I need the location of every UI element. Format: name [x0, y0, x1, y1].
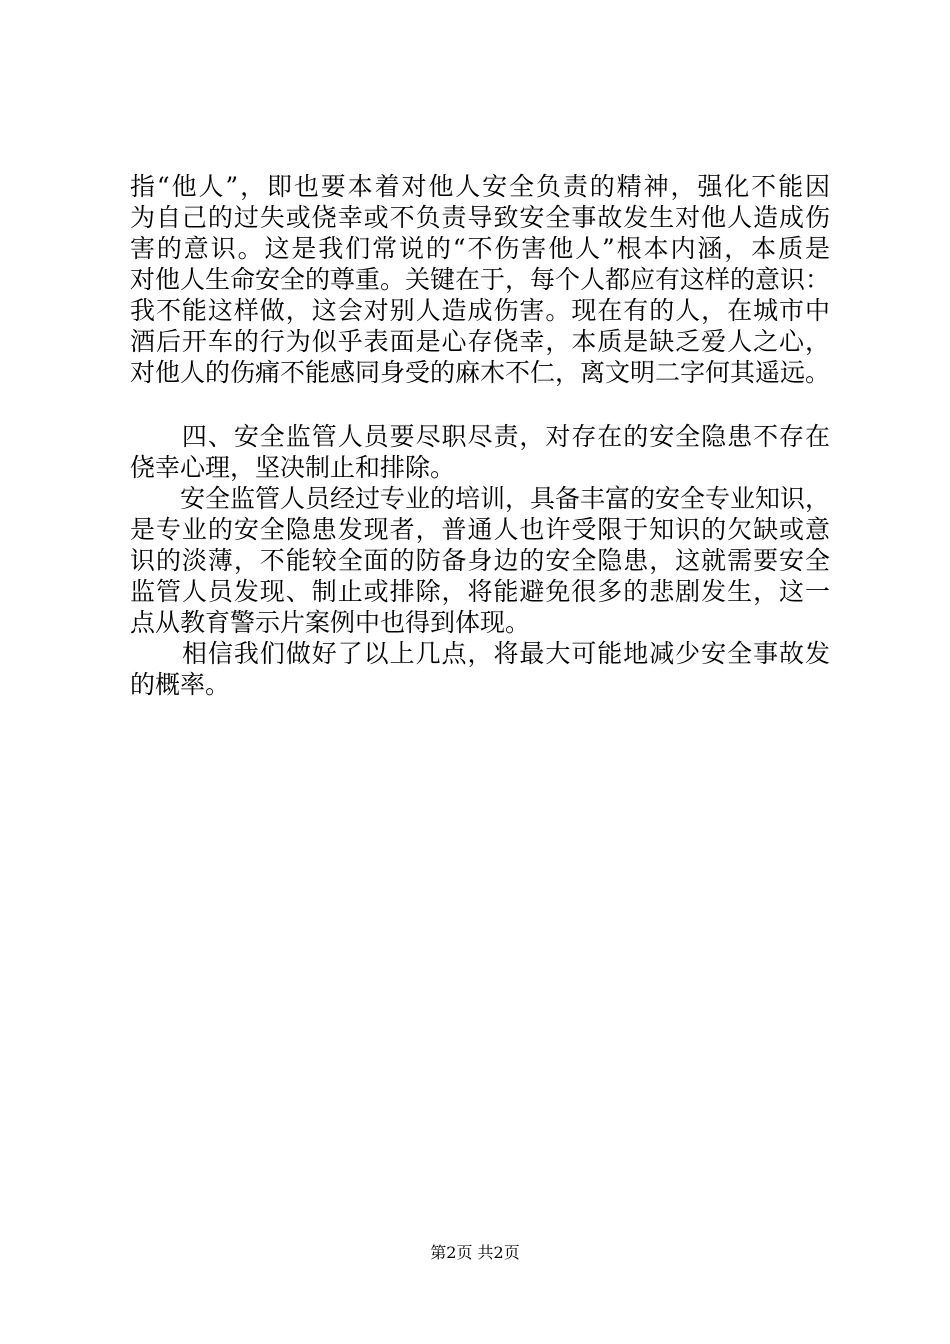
- text-line: 的概率。: [130, 670, 231, 699]
- text-line: 相信我们做好了以上几点，将最大可能地减少安全事故发: [130, 639, 830, 668]
- paragraph-4: [130, 638, 830, 700]
- text-line: 侥幸心理，坚决制止和排除。: [130, 453, 456, 482]
- text-line: 对他人的伤痛不能感同身受的麻木不仁，离文明二字何其遥远。: [130, 358, 831, 387]
- text-line: 害的意识。这是我们常说的“不伤害他人”根本内涵，本质是: [130, 234, 830, 263]
- text-line: 监管人员发现、制止或排除，将能避免很多的悲剧发生，这一: [130, 577, 830, 606]
- text-line: 识的淡薄，不能较全面的防备身边的安全隐患，这就需要安全: [130, 546, 830, 575]
- text-line: 我不能这样做，这会对别人造成伤害。现在有的人，在城市中: [130, 296, 830, 325]
- text-line: 安全监管人员经过专业的培训，具备丰富的安全专业知识，: [130, 484, 831, 513]
- paragraph-1: [130, 171, 830, 388]
- text-line: 是专业的安全隐患发现者，普通人也许受限于知识的欠缺或意: [130, 515, 830, 544]
- text-line: 为自己的过失或侥幸或不负责导致安全事故发生对他人造成伤: [130, 203, 830, 232]
- text-line: 点从教育警示片案例中也得到体现。: [130, 608, 531, 637]
- text-line: 酒后开车的行为似乎表面是心存侥幸，本质是缺乏爱人之心，: [130, 327, 830, 356]
- paragraph-2: [130, 421, 830, 483]
- text-line: 对他人生命安全的尊重。关键在于，每个人都应有这样的意识：: [130, 265, 831, 294]
- text-line: 指“他人”，即也要本着对他人安全负责的精神，强化不能因: [130, 172, 830, 201]
- page-number-footer: 第2页 共2页: [430, 1243, 520, 1262]
- text-line: 四、安全监管人员要尽职尽责，对存在的安全隐患不存在: [130, 422, 830, 451]
- body-text: [130, 421, 830, 700]
- paragraph-3: [130, 483, 830, 638]
